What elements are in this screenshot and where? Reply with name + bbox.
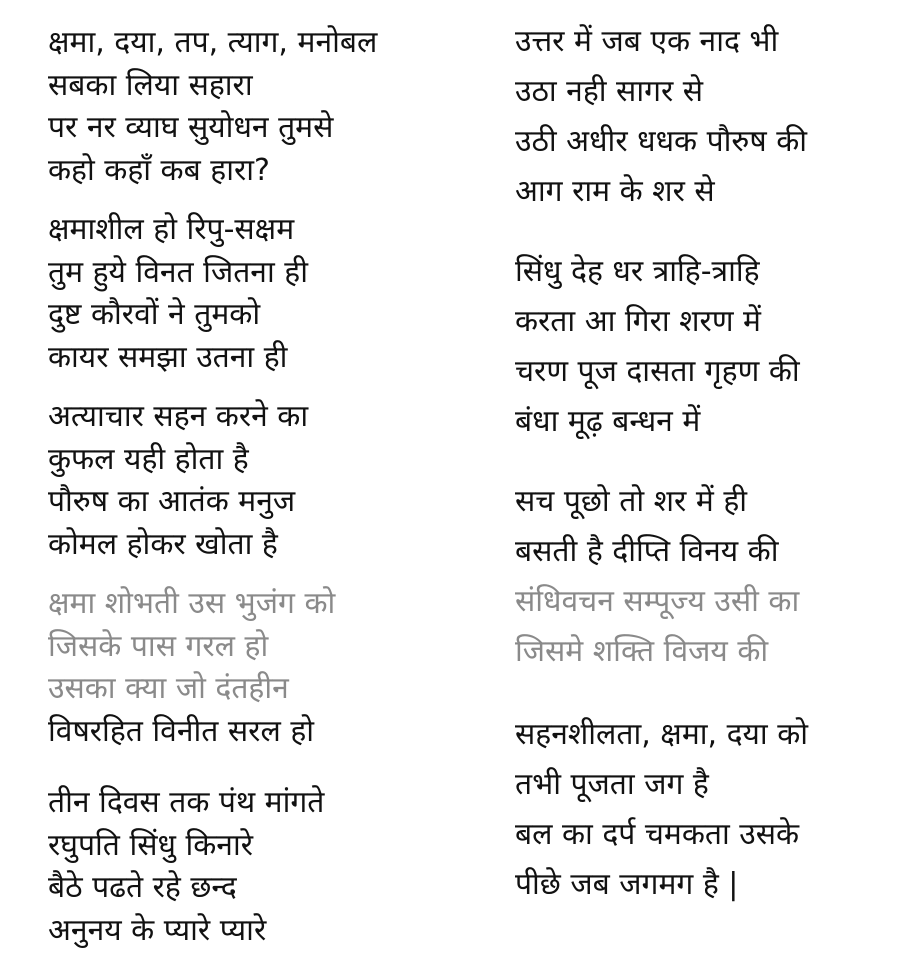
poem-line: तुम हुये विनत जितना ही <box>48 254 308 290</box>
stanza-3 <box>48 396 308 566</box>
poem-line: पौरुष का आतंक मनुज <box>48 484 296 519</box>
poem-line: कायर समझा उतना ही <box>48 339 288 375</box>
stanza-1 <box>48 22 377 192</box>
poem-line: सिंधु देह धर त्राहि-त्राहि <box>515 254 760 289</box>
poem-line: बसती है दीप्ति विनय की <box>515 534 779 569</box>
poem-line: करता आ गिरा शरण में <box>515 304 761 339</box>
poem-line: कहो कहाँ कब हारा? <box>48 152 270 188</box>
stanza-6 <box>515 17 807 217</box>
poem-line: क्षमा शोभती उस भुजंग को <box>48 586 336 621</box>
stanza-4 <box>48 583 335 753</box>
poem-line: क्षमा, दया, तप, त्याग, मनोबल <box>48 25 378 60</box>
poem-line: उसका क्या जो दंतहीन <box>48 671 289 706</box>
poem-line: जिसमे शक्ति विजय की <box>515 634 769 669</box>
poem-line: पर नर व्याघ सुयोधन तुमसे <box>48 110 334 145</box>
stanza-9 <box>515 710 808 910</box>
poem-line: उठी अधीर धधक पौरुष की <box>515 124 808 159</box>
poem-line: बंधा मूढ़ बन्धन में <box>515 404 701 439</box>
poem-line: पीछे जब जगमग है | <box>515 867 739 902</box>
poem-line: बल का दर्प चमकता उसके <box>515 817 800 852</box>
poem-line: सच पूछो तो शर में ही <box>515 484 748 519</box>
stanza-2 <box>48 209 308 379</box>
poem-line: आग राम के शर से <box>515 174 715 209</box>
poem-line: अनुनय के प्यारे प्यारे <box>48 912 267 948</box>
stanza-7 <box>515 247 800 447</box>
poem-line: कुफल यही होता है <box>48 441 249 477</box>
poem-line: क्षमाशील हो रिपु-सक्षम <box>48 212 295 247</box>
poem-line: सबका लिया सहारा <box>48 67 253 103</box>
poem-line: उठा नही सागर से <box>515 74 704 109</box>
poem-line: रघुपति सिंधु किनारे <box>48 827 253 863</box>
poem-line: विषरहित विनीत सरल हो <box>48 713 315 749</box>
poem-line: सहनशीलता, क्षमा, दया को <box>515 717 809 752</box>
poem-line: कोमल होकर खोता है <box>48 526 278 562</box>
stanza-5 <box>48 782 324 952</box>
poem-line: चरण पूज दासता गृहण की <box>515 354 800 389</box>
poem-line: जिसके पास गरल हो <box>48 628 269 664</box>
poem-line: संधिवचन सम्पूज्य उसी का <box>515 584 800 619</box>
poem-line: तीन दिवस तक पंथ मांगते <box>48 785 325 820</box>
poem-line: बैठे पढते रहे छन्द <box>48 870 237 905</box>
poem-line: अत्याचार सहन करने का <box>48 399 309 434</box>
poem-line: तभी पूजता जग है <box>515 767 709 802</box>
poem-line: दुष्ट कौरवों ने तुमको <box>48 297 261 332</box>
poem-line: उत्तर में जब एक नाद भी <box>515 24 779 59</box>
stanza-8 <box>515 477 799 677</box>
